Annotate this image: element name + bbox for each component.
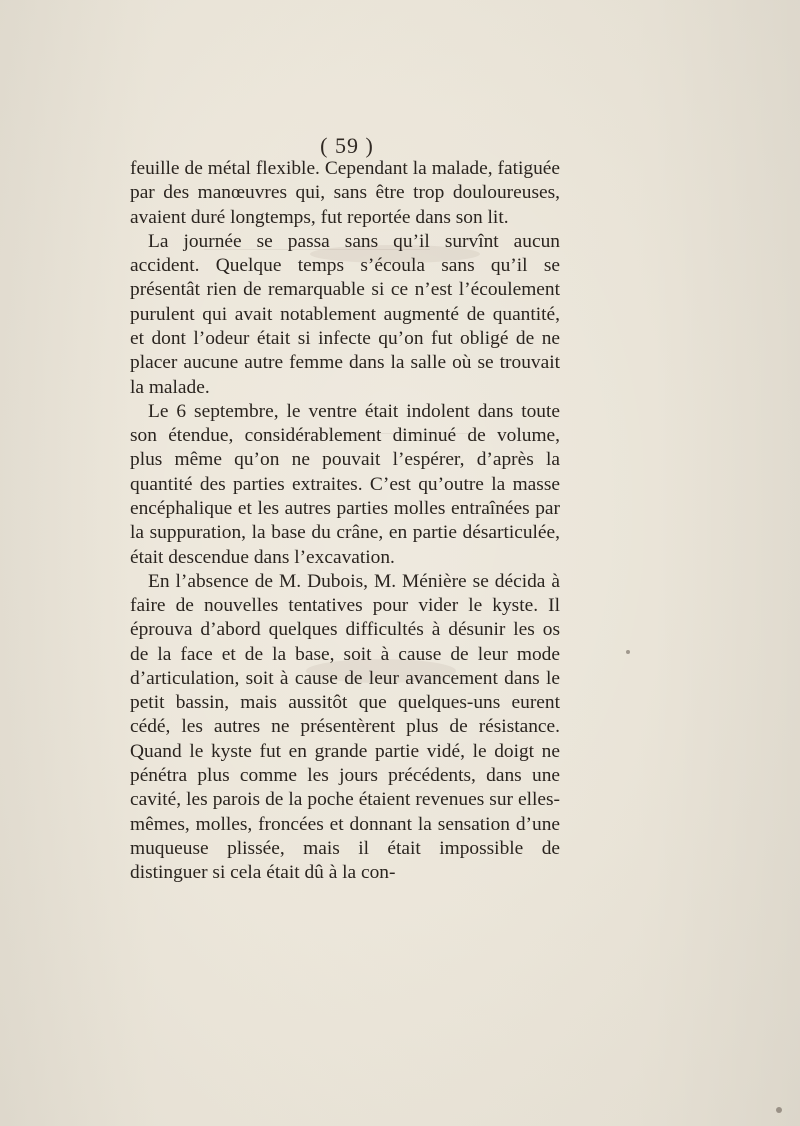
paragraph-4: En l’absence de M. Dubois, M. Ménière se décida à faire de nouvelles tentatives pour vider le kyste. Il éprouva d’abord quelques difficultés à désunir les os de la face et de la base, soit à cause de leur mode d’articulation, soit à cause de leur avancement dans le petit bassin, mais aussitôt que quelques-uns eurent cédé, les autres ne présentèrent plus de résistance. Quand le kyste fut en grande partie vidé, le doigt ne pénétra plus comme les jours précédents, dans une cavité, les parois de la poche étaient revenues sur elles-mêmes, molles, froncées et donnant la sensation d’une muqueuse plissée, mais il était impossible de distinguer si cela était dû à la con- xyxy=(130,570,560,884)
paragraph-2: La journée se passa sans qu’il survînt aucun accident. Quelque temps s’écoula sans qu’il se présentât rien de remarquable si ce n’est l’écoulement purulent qui avait notablement augmenté de quantité, et dont l’odeur était si infecte qu’on fut obligé de ne placer aucune autre femme dans la salle où se trouvait la malade. xyxy=(130,230,560,398)
paragraph-3: Le 6 septembre, le ventre était indolent dans toute son étendue, considérablement diminué de volume, plus même qu’on ne pouvait l’espérer, d’après la quantité des parties extraites. C’est qu’outre la masse encéphalique et les autres parties molles entraînées par la suppuration, la base du crâne, en partie désarticulée, était descendue dans l’excavation. xyxy=(130,400,560,568)
body-text xyxy=(130,157,560,885)
page-number: ( 59 ) xyxy=(320,133,374,158)
paragraph-1: feuille de métal flexible. Cependant la malade, fatiguée par des manœuvres qui, sans être trop douloureuses, avaient duré longtemps, fut reportée dans son lit. xyxy=(130,158,560,228)
paper-spot xyxy=(626,650,630,654)
paper-spot xyxy=(776,1107,782,1113)
